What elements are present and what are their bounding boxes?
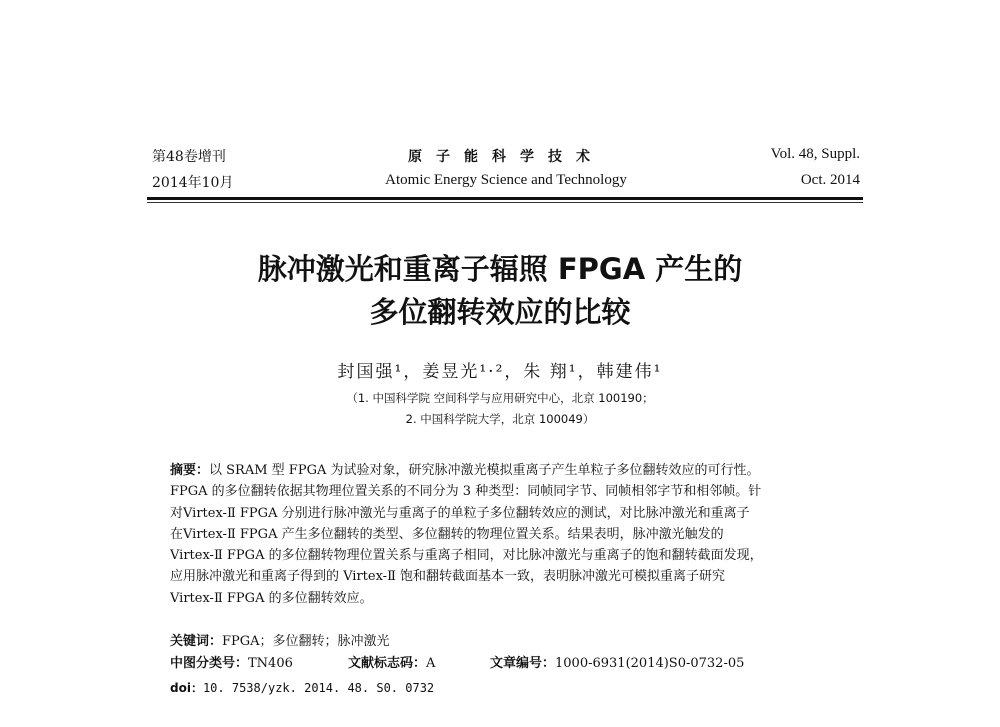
date-cn: 2014年10月: [152, 175, 234, 191]
clc-code: [170, 652, 293, 671]
doi-line: [170, 679, 434, 696]
abstract-line-1: [170, 460, 842, 481]
abstract-line-3: 对Virtex-Ⅱ FPGA 分别进行脉冲激光与重离子的单粒子多位翻转效应的测试，对比脉冲激光和重离子: [170, 505, 750, 521]
abstract-line-2: FPGA 的多位翻转依据其物理位置关系的不同分为 3 种类型：同帧同字节、同帧相邻字节和相邻帧。针: [170, 484, 762, 500]
abstract-line-4: 在Virtex-Ⅱ FPGA 产生多位翻转的类型、多位翻转的物理位置关系。结果表明，脉冲激光触发的: [170, 526, 724, 542]
affiliation-line-1: （1. 中国科学院 空间科学与应用研究中心，北京 100190；: [346, 391, 654, 405]
date-en: Oct. 2014: [800, 172, 860, 188]
abstract-block: [170, 460, 842, 609]
article-number-label: 文章编号：: [490, 656, 556, 671]
doi-label: doi：: [170, 681, 203, 695]
document-code-label: 文献标志码：: [348, 656, 427, 671]
header-divider-thin: [147, 202, 863, 203]
volume-label: Vol. 48, Suppl.: [770, 146, 860, 162]
running-header-row-2: [152, 172, 860, 192]
abstract-text: 以 SRAM 型 FPGA 为试验对象，研究脉冲激光模拟重离子产生单粒子多位翻转效应的可行性。: [209, 463, 760, 478]
running-header-row-1: [152, 146, 860, 166]
journal-name-cn: 原子能科学技术: [408, 149, 604, 165]
keywords-value: FPGA；多位翻转；脉冲激光: [222, 634, 390, 649]
keywords: [170, 630, 390, 649]
abstract-line-7: Virtex-Ⅱ FPGA 的多位翻转效应。: [170, 590, 373, 606]
journal-name-en: Atomic Energy Science and Technology: [385, 172, 627, 188]
issue-label: 第48卷增刊: [152, 149, 226, 165]
article-number: [490, 652, 744, 671]
clc-value: TN406: [248, 656, 293, 671]
doi-value: 10. 7538/yzk. 2014. 48. S0. 0732: [202, 681, 435, 695]
affiliation-line-2: 2. 中国科学院大学，北京 100049）: [405, 412, 595, 426]
abstract-label: 摘要：: [170, 463, 210, 478]
document-code-value: A: [426, 656, 436, 671]
document-code: [348, 652, 435, 671]
abstract-line-5: Virtex-Ⅱ FPGA 的多位翻转物理位置关系与重离子相同，对比脉冲激光与重离子的饱和翻转截面发现，: [170, 548, 763, 564]
article-number-value: 1000-6931(2014)S0-0732-05: [555, 656, 745, 671]
clc-label: 中图分类号：: [170, 656, 249, 671]
paper-title-line-1: 脉冲激光和重离子辐照 FPGA 产生的: [257, 252, 743, 286]
classification-row: [170, 652, 842, 672]
header-divider-thick: [147, 197, 863, 200]
author-list: 封国强¹，姜昱光¹·²，朱 翔¹，韩建伟¹: [337, 362, 663, 382]
abstract-line-6: 应用脉冲激光和重离子得到的 Virtex-Ⅱ 饱和翻转截面基本一致，表明脉冲激光可模拟重离子研究: [170, 569, 726, 585]
keywords-label: 关键词：: [170, 634, 223, 649]
paper-title-line-2: 多位翻转效应的比较: [369, 295, 631, 329]
